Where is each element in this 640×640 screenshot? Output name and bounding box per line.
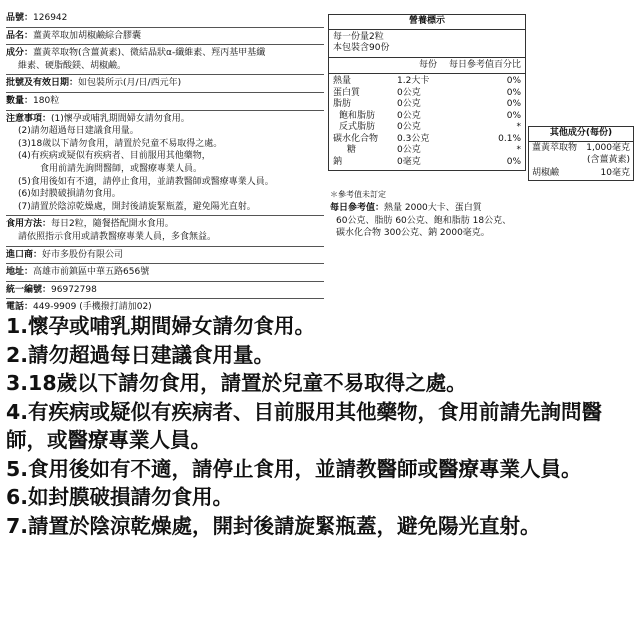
nutrient-value: 0公克 — [397, 110, 421, 121]
other-ingredient-row — [529, 142, 633, 156]
nutrition-row — [333, 157, 521, 169]
daily-ref-text-3: 碳水化合物 300公克、鈉 2000毫克。 — [336, 228, 490, 238]
other-ingredient-value: 10毫克 — [600, 167, 630, 178]
warning-item: 4.有疾病或疑似有疾病者、目前服用其他藥物，食用前請先詢問醫師，或醫療專業人員。 — [6, 399, 603, 452]
notes-line — [6, 113, 324, 126]
product-code-key: 品號： — [6, 13, 34, 23]
nutrient-pct: 0% — [506, 156, 521, 167]
divider — [6, 92, 324, 93]
product-name-line — [6, 30, 324, 43]
tax-id-key: 統一編號： — [6, 284, 52, 295]
nutrient-pct: 0% — [506, 76, 521, 86]
nutrient-name: 糖 — [347, 145, 357, 155]
importer-key: 進口商： — [6, 249, 43, 260]
warning-item: 6.如封膜破損請勿食用。 — [6, 485, 234, 509]
divider — [6, 246, 324, 247]
nutrient-name: 鈉 — [333, 156, 343, 167]
col-per-serving: 每份 — [418, 59, 437, 70]
usage-text-2: 請依照指示食用或請教醫療專業人員，多食無益。 — [18, 231, 217, 242]
phone-key: 電話： — [6, 302, 34, 313]
divider — [6, 27, 324, 28]
quantity-key: 數量： — [6, 95, 34, 106]
product-label-text — [6, 12, 324, 314]
product-name: 薑黃萃取加胡椒鹼綜合膠囊 — [33, 30, 142, 41]
quantity-value: 180粒 — [33, 95, 60, 106]
nutrition-row — [333, 111, 521, 123]
ingredients-text-1: 薑黃萃取物(含薑黃素)、微結晶狀α-纖維素、羥丙基甲基纖 — [33, 48, 266, 59]
address-key: 地址： — [6, 267, 34, 278]
nutrient-pct: 0.1% — [498, 133, 521, 144]
warning-item: 1.懷孕或哺乳期間婦女請勿食用。 — [6, 314, 316, 338]
other-ingredient-row — [529, 167, 633, 181]
nutrient-value: 0公克 — [397, 87, 421, 98]
nutrient-value: 0公克 — [397, 122, 421, 132]
note-item: (6)如封膜破損請勿食用。 — [18, 189, 121, 200]
note-item: (7)請置於陰涼乾燥處，開封後請旋緊瓶蓋，避免陽光直射。 — [18, 201, 256, 212]
lot-line — [6, 77, 324, 90]
nutrient-value: 0公克 — [397, 99, 421, 109]
divider — [6, 110, 324, 111]
importer-line — [6, 249, 324, 262]
divider — [6, 281, 324, 282]
warning-item: 2.請勿超過每日建議食用量。 — [6, 342, 275, 367]
nutrient-name: 飽和脂肪 — [339, 110, 376, 121]
nutrient-value: 0公克 — [397, 145, 421, 155]
address-value: 高雄市前鎮區中華五路656號 — [33, 267, 150, 278]
warning-item: 3.18歲以下請勿食用，請置於兒童不易取得之處。 — [6, 371, 467, 395]
nutrient-value: 0.3公克 — [397, 133, 430, 144]
nutrition-title: 營養標示 — [329, 15, 525, 30]
divider — [6, 74, 324, 75]
divider — [6, 215, 324, 216]
nutrient-name: 脂肪 — [333, 99, 352, 109]
phone-value: 449-9909 (手機撥打請加02) — [33, 302, 152, 313]
daily-ref-key: 每日參考值： — [330, 203, 385, 213]
ingredients-text-2: 維素、硬脂酸鎂、胡椒鹼。 — [18, 60, 127, 71]
nutrition-row — [333, 134, 521, 146]
daily-ref-line-1 — [330, 202, 560, 215]
usage-line — [6, 218, 324, 231]
ingredients-line — [6, 47, 324, 60]
product-code-line — [6, 12, 324, 25]
other-ingredient-name: 胡椒鹼 — [532, 167, 560, 178]
nutrient-name: 反式脂肪 — [339, 122, 376, 132]
divider — [6, 263, 324, 264]
product-code: 126942 — [33, 13, 68, 23]
warning-item: 5.食用後如有不適，請停止食用，並請教醫師或醫療專業人員。 — [6, 456, 582, 481]
daily-ref-text-2: 60公克、脂肪 60公克、飽和脂肪 18公克、 — [336, 215, 512, 226]
nutrient-name: 熱量 — [333, 76, 352, 86]
nutrition-row — [333, 99, 521, 111]
note-item: (4)有疾病或疑似有疾病者、目前服用其他藥物， — [18, 151, 211, 162]
nutrient-pct: 0% — [506, 87, 521, 98]
nutrient-pct: * — [516, 145, 521, 155]
quantity-line — [6, 95, 324, 108]
tax-id-value: 96972798 — [51, 284, 97, 295]
nutrition-footnote: ＊參考值未訂定 — [330, 190, 386, 199]
importer-name: 好市多股份有限公司 — [42, 249, 124, 260]
nutrient-name: 碳水化合物 — [333, 133, 379, 144]
lot-key: 批號及有效日期： — [6, 78, 79, 89]
col-daily-pct: 每日參考值百分比 — [448, 59, 521, 70]
nutrition-column-header — [329, 58, 525, 75]
serving-size: 每一份量2粒 — [333, 31, 384, 42]
warning-item: 7.請置於陰涼乾燥處，開封後請旋緊瓶蓋，避免陽光直射。 — [6, 513, 541, 538]
address-line — [6, 266, 324, 279]
tax-id-line — [6, 284, 324, 297]
divider — [6, 298, 324, 299]
note-item: (1)懷孕或哺乳期間婦女請勿食用。 — [51, 113, 190, 124]
nutrition-rows — [329, 74, 525, 170]
nutrition-row — [333, 76, 521, 88]
lot-value: 如包裝所示(月/日/西元年) — [78, 78, 182, 89]
nutrition-facts-panel — [328, 14, 526, 171]
servings-per-package: 本包裝含90份 — [333, 43, 390, 53]
nutrient-name: 蛋白質 — [333, 87, 361, 98]
notes-key: 注意事項： — [6, 113, 52, 124]
nutrient-pct: 0% — [506, 99, 521, 109]
daily-reference-values — [330, 202, 560, 240]
nutrient-pct: * — [516, 122, 521, 132]
other-ingredient-name: 薑黃萃取物 — [532, 142, 578, 153]
other-ingredient-value: 1,000毫克 — [586, 142, 630, 153]
note-item: (5)食用後如有不適，請停止食用，並請教醫師或醫療專業人員。 — [18, 176, 274, 187]
ingredients-key: 成分： — [6, 48, 34, 59]
usage-key: 食用方法： — [6, 219, 52, 230]
note-item: (3)18歲以下請勿食用，請置於兒童不易取得之處。 — [18, 138, 223, 149]
other-ingredients-title: 其他成分(每份) — [529, 127, 633, 142]
product-name-key: 品名： — [6, 30, 34, 41]
usage-text-1: 每日2粒，隨餐搭配開水食用。 — [51, 219, 174, 230]
nutrient-pct: 0% — [506, 110, 521, 121]
note-item: (2)請勿超過每日建議食用量。 — [18, 126, 139, 137]
note-item: 食用前請先詢問醫師，或醫療專業人員。 — [40, 163, 203, 174]
nutrient-value: 1.2大卡 — [397, 76, 430, 86]
large-warnings-list — [6, 312, 634, 540]
nutrition-serving-info — [329, 30, 525, 58]
nutrient-value: 0毫克 — [397, 156, 421, 167]
divider — [6, 44, 324, 45]
other-ingredients-panel — [528, 126, 634, 181]
nutrition-row — [333, 88, 521, 100]
other-ingredient-note: (含薑黃素) — [586, 155, 630, 165]
nutrition-row — [333, 145, 521, 157]
nutrition-row — [333, 122, 521, 134]
daily-ref-text-1: 熱量 2000大卡、蛋白質 — [384, 203, 482, 213]
